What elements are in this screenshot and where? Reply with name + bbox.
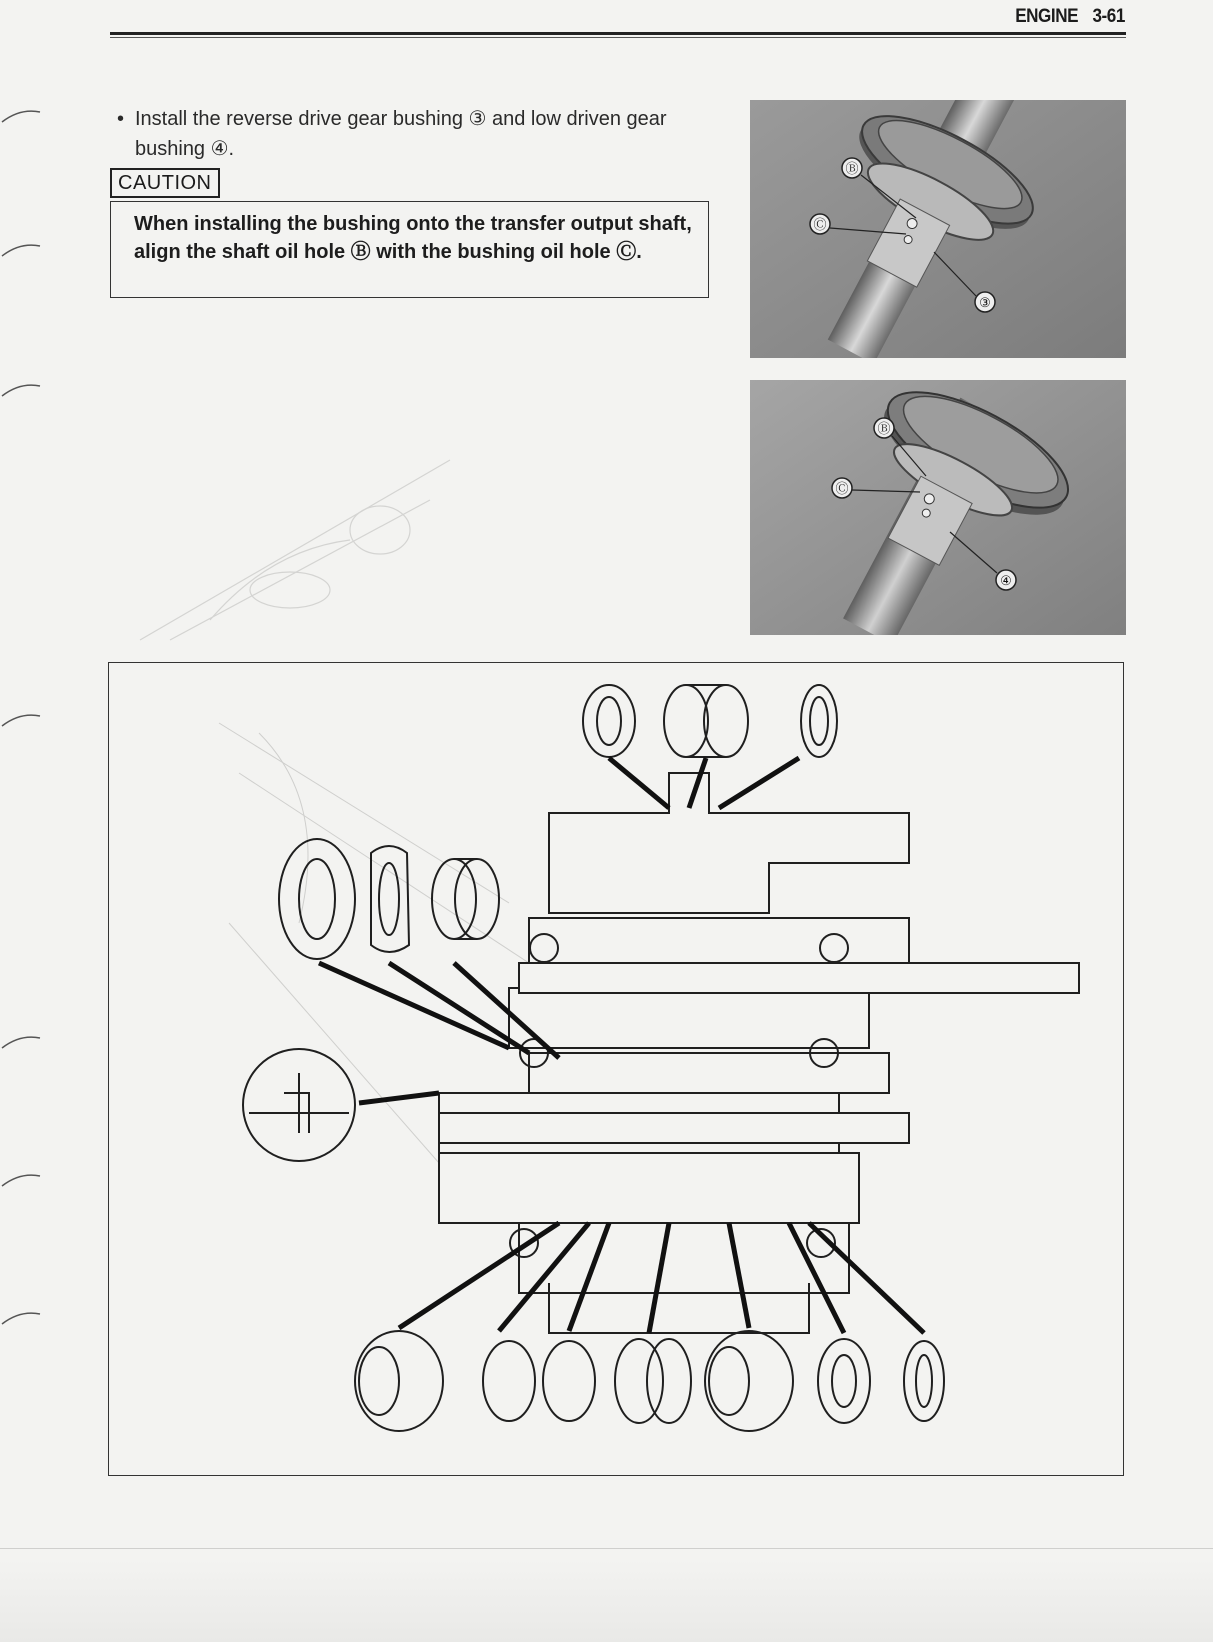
page-header <box>1015 6 1125 28</box>
binder-mark-icon <box>0 104 44 134</box>
header-rule-thin <box>110 37 1126 38</box>
bleed-through-sketch-icon <box>130 440 460 650</box>
header-rule <box>110 32 1126 35</box>
transmission-exploded-diagram <box>108 662 1124 1476</box>
photo-low-driven-bushing <box>750 380 1126 635</box>
caution-label: CAUTION <box>110 168 220 198</box>
instruction-item <box>117 104 717 164</box>
binder-mark-icon <box>0 708 44 738</box>
footer-shade <box>0 1560 1213 1642</box>
bullet-icon: • <box>117 108 125 130</box>
page-number: 3-61 <box>1092 6 1125 27</box>
caution-text: When installing the bushing onto the transfer output shaft, align the shaft oil hole Ⓑ with the bushing oil hole Ⓒ. <box>134 213 692 263</box>
section-title: ENGINE <box>1015 6 1079 27</box>
callout-b: Ⓑ <box>877 421 891 436</box>
callout-4: ④ <box>1000 573 1012 588</box>
binder-mark-icon <box>0 378 44 408</box>
binder-mark-icon <box>0 1306 44 1336</box>
binder-mark-icon <box>0 238 44 268</box>
binder-mark-icon <box>0 1168 44 1198</box>
instruction-text: Install the reverse drive gear bushing ③ and low driven gear bushing ④. <box>135 108 667 160</box>
gear-shaft-photo-icon <box>750 100 1126 358</box>
footer-rule <box>0 1548 1213 1549</box>
callout-c: Ⓒ <box>813 217 827 232</box>
gear-shaft-photo-icon <box>750 380 1126 635</box>
photo-reverse-bushing <box>750 100 1126 358</box>
callout-c: Ⓒ <box>835 481 849 496</box>
callout-b: Ⓑ <box>845 161 859 176</box>
callout-3: ③ <box>979 295 991 310</box>
gear-assembly-diagram-icon <box>109 663 1124 1476</box>
binder-mark-icon <box>0 1030 44 1060</box>
